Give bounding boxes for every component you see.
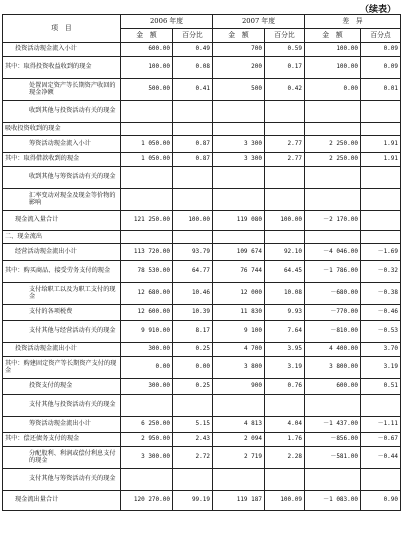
amount-2007: 3 800 bbox=[213, 357, 265, 379]
amount-2006 bbox=[121, 101, 173, 123]
pct-point-diff: －0.44 bbox=[361, 447, 401, 469]
pct-point-diff: 3.19 bbox=[361, 357, 401, 379]
row-label: 支付给职工以及为职工支付的现金 bbox=[3, 283, 121, 305]
table-row bbox=[3, 57, 401, 79]
header-pct-2007: 百分比 bbox=[265, 29, 305, 43]
pct-2006: 64.77 bbox=[173, 261, 213, 283]
row-label: 其中：偿还债务支付的现金 bbox=[3, 433, 121, 447]
pct-2007: 1.76 bbox=[265, 433, 305, 447]
row-label: 分配股利、利润或偿付利息支付的现金 bbox=[3, 447, 121, 469]
table-row bbox=[3, 395, 401, 417]
pct-2006: 93.79 bbox=[173, 244, 213, 261]
amount-diff: 600.00 bbox=[305, 379, 361, 395]
amount-2006: 1 050.00 bbox=[121, 136, 173, 153]
pct-2006 bbox=[173, 469, 213, 491]
header-2007: 2007 年度 bbox=[213, 15, 305, 29]
pct-point-diff bbox=[361, 167, 401, 189]
table-row bbox=[3, 136, 401, 153]
pct-point-diff: －0.67 bbox=[361, 433, 401, 447]
pct-2007 bbox=[265, 167, 305, 189]
pct-2007 bbox=[265, 395, 305, 417]
pct-2007 bbox=[265, 189, 305, 211]
amount-2007: 2 094 bbox=[213, 433, 265, 447]
pct-point-diff: －1.69 bbox=[361, 244, 401, 261]
amount-2007: 2 719 bbox=[213, 447, 265, 469]
pct-2007: 0.76 bbox=[265, 379, 305, 395]
amount-diff: 100.00 bbox=[305, 43, 361, 57]
table-row bbox=[3, 417, 401, 433]
amount-2006: 113 720.00 bbox=[121, 244, 173, 261]
amount-2006 bbox=[121, 231, 173, 244]
row-label: 其中：购建固定资产等长期资产支付的现金 bbox=[3, 357, 121, 379]
pct-2006 bbox=[173, 101, 213, 123]
table-row bbox=[3, 357, 401, 379]
amount-2007 bbox=[213, 395, 265, 417]
row-label: 其中：取得投资收益收到的现金 bbox=[3, 57, 121, 79]
pct-2007 bbox=[265, 231, 305, 244]
row-label: 二、现金流出 bbox=[3, 231, 121, 244]
pct-point-diff: 1.91 bbox=[361, 136, 401, 153]
pct-2006 bbox=[173, 189, 213, 211]
row-label: 现金流出量合计 bbox=[3, 491, 121, 511]
pct-2006 bbox=[173, 123, 213, 136]
row-label: 其中：取得借款收到的现金 bbox=[3, 153, 121, 167]
amount-2007: 200 bbox=[213, 57, 265, 79]
pct-point-diff bbox=[361, 211, 401, 231]
table-row bbox=[3, 491, 401, 511]
pct-2007 bbox=[265, 101, 305, 123]
table-body bbox=[3, 43, 401, 511]
amount-diff: 0.00 bbox=[305, 79, 361, 101]
row-label: 经营活动现金流出小计 bbox=[3, 244, 121, 261]
amount-2006: 2 950.00 bbox=[121, 433, 173, 447]
amount-diff: －770.00 bbox=[305, 305, 361, 321]
amount-2006: 78 530.00 bbox=[121, 261, 173, 283]
amount-2007: 76 744 bbox=[213, 261, 265, 283]
pct-point-diff: 3.70 bbox=[361, 343, 401, 357]
pct-2006: 100.00 bbox=[173, 211, 213, 231]
pct-2007: 2.77 bbox=[265, 153, 305, 167]
amount-diff: 2 250.00 bbox=[305, 153, 361, 167]
header-amount-diff: 金 额 bbox=[305, 29, 361, 43]
amount-diff: －1 786.00 bbox=[305, 261, 361, 283]
pct-point-diff: 1.91 bbox=[361, 153, 401, 167]
table-row bbox=[3, 211, 401, 231]
amount-2007: 3 300 bbox=[213, 153, 265, 167]
header-2006: 2006 年度 bbox=[121, 15, 213, 29]
amount-2007 bbox=[213, 123, 265, 136]
row-label: 支付其他与投资活动有关的现金 bbox=[3, 395, 121, 417]
pct-2007: 92.10 bbox=[265, 244, 305, 261]
pct-point-diff: －0.32 bbox=[361, 261, 401, 283]
amount-2007: 12 000 bbox=[213, 283, 265, 305]
pct-point-diff bbox=[361, 101, 401, 123]
table-row bbox=[3, 79, 401, 101]
amount-diff: 2 250.00 bbox=[305, 136, 361, 153]
pct-point-diff bbox=[361, 123, 401, 136]
row-label: 汇率变动对现金及现金等价物的影响 bbox=[3, 189, 121, 211]
pct-2006: 0.25 bbox=[173, 343, 213, 357]
amount-diff bbox=[305, 189, 361, 211]
amount-2006: 100.00 bbox=[121, 57, 173, 79]
amount-diff: 3 800.00 bbox=[305, 357, 361, 379]
pct-point-diff: 0.09 bbox=[361, 43, 401, 57]
pct-2007: 7.64 bbox=[265, 321, 305, 343]
row-label: 投资活动现金流出小计 bbox=[3, 343, 121, 357]
amount-diff bbox=[305, 395, 361, 417]
pct-2006: 10.46 bbox=[173, 283, 213, 305]
table-row bbox=[3, 153, 401, 167]
amount-diff bbox=[305, 231, 361, 244]
pct-point-diff: －0.46 bbox=[361, 305, 401, 321]
amount-2006: 300.00 bbox=[121, 343, 173, 357]
amount-2007 bbox=[213, 167, 265, 189]
amount-2006: 300.00 bbox=[121, 379, 173, 395]
table-row bbox=[3, 379, 401, 395]
row-label: 处置固定资产等长期资产收回的现金净额 bbox=[3, 79, 121, 101]
amount-diff: －1 083.00 bbox=[305, 491, 361, 511]
pct-2006 bbox=[173, 167, 213, 189]
table-row bbox=[3, 469, 401, 491]
amount-2006: 600.00 bbox=[121, 43, 173, 57]
pct-2007: 3.95 bbox=[265, 343, 305, 357]
pct-2006: 0.08 bbox=[173, 57, 213, 79]
pct-2006: 5.15 bbox=[173, 417, 213, 433]
continued-label: （续表） bbox=[359, 5, 396, 15]
amount-diff bbox=[305, 101, 361, 123]
row-label: 投资活动现金流入小计 bbox=[3, 43, 121, 57]
pct-point-diff: －0.53 bbox=[361, 321, 401, 343]
amount-2007 bbox=[213, 101, 265, 123]
amount-diff: －4 046.00 bbox=[305, 244, 361, 261]
amount-2006: 12 680.00 bbox=[121, 283, 173, 305]
amount-2006 bbox=[121, 189, 173, 211]
amount-2007: 3 300 bbox=[213, 136, 265, 153]
amount-2006 bbox=[121, 123, 173, 136]
pct-2007: 100.00 bbox=[265, 211, 305, 231]
amount-2006: 0.00 bbox=[121, 357, 173, 379]
pct-2007: 100.09 bbox=[265, 491, 305, 511]
table-row bbox=[3, 167, 401, 189]
header-pct-2006: 百分比 bbox=[173, 29, 213, 43]
amount-2007 bbox=[213, 469, 265, 491]
cash-flow-table bbox=[2, 14, 401, 511]
table-row bbox=[3, 261, 401, 283]
pct-point-diff bbox=[361, 231, 401, 244]
table-row bbox=[3, 283, 401, 305]
amount-2007 bbox=[213, 189, 265, 211]
pct-2006: 0.25 bbox=[173, 379, 213, 395]
row-label: 现金流入量合计 bbox=[3, 211, 121, 231]
pct-2007: 64.45 bbox=[265, 261, 305, 283]
pct-point-diff: 0.51 bbox=[361, 379, 401, 395]
amount-2007: 900 bbox=[213, 379, 265, 395]
row-label: 筹资活动现金流入小计 bbox=[3, 136, 121, 153]
header-amount-2007: 金 额 bbox=[213, 29, 265, 43]
amount-2006: 500.00 bbox=[121, 79, 173, 101]
amount-2007: 700 bbox=[213, 43, 265, 57]
amount-2006: 6 250.00 bbox=[121, 417, 173, 433]
pct-point-diff: 0.90 bbox=[361, 491, 401, 511]
amount-2007: 119 080 bbox=[213, 211, 265, 231]
amount-2006 bbox=[121, 395, 173, 417]
pct-2007: 0.42 bbox=[265, 79, 305, 101]
pct-2006 bbox=[173, 231, 213, 244]
amount-diff: －680.00 bbox=[305, 283, 361, 305]
header-item: 项 目 bbox=[3, 15, 121, 43]
amount-2007: 119 187 bbox=[213, 491, 265, 511]
amount-2006 bbox=[121, 167, 173, 189]
pct-2006: 0.87 bbox=[173, 153, 213, 167]
pct-point-diff bbox=[361, 395, 401, 417]
pct-2007: 2.28 bbox=[265, 447, 305, 469]
row-label: 支付其他与经营活动有关的现金 bbox=[3, 321, 121, 343]
pct-2007: 3.19 bbox=[265, 357, 305, 379]
table-row bbox=[3, 101, 401, 123]
pct-2007: 4.04 bbox=[265, 417, 305, 433]
amount-2007: 9 100 bbox=[213, 321, 265, 343]
pct-2007: 2.77 bbox=[265, 136, 305, 153]
amount-diff: －2 170.00 bbox=[305, 211, 361, 231]
row-label: 收到其他与投资活动有关的现金 bbox=[3, 101, 121, 123]
header-diff: 差 异 bbox=[305, 15, 401, 29]
row-label: 其中：购买商品、接受劳务支付的现金 bbox=[3, 261, 121, 283]
amount-diff: －856.00 bbox=[305, 433, 361, 447]
amount-2006: 12 600.00 bbox=[121, 305, 173, 321]
row-label: 投资支付的现金 bbox=[3, 379, 121, 395]
table-row bbox=[3, 43, 401, 57]
row-label: 吸收投资收到的现金 bbox=[3, 123, 121, 136]
pct-2007 bbox=[265, 469, 305, 491]
table-row bbox=[3, 305, 401, 321]
row-label: 收到其他与筹资活动有关的现金 bbox=[3, 167, 121, 189]
amount-2007 bbox=[213, 231, 265, 244]
table-row bbox=[3, 189, 401, 211]
amount-2006: 1 050.00 bbox=[121, 153, 173, 167]
pct-2006: 0.00 bbox=[173, 357, 213, 379]
amount-2006: 3 300.00 bbox=[121, 447, 173, 469]
amount-2007: 500 bbox=[213, 79, 265, 101]
amount-diff bbox=[305, 469, 361, 491]
table-row bbox=[3, 343, 401, 357]
row-label: 支付其他与筹资活动有关的现金 bbox=[3, 469, 121, 491]
amount-2007: 109 674 bbox=[213, 244, 265, 261]
pct-2006: 10.39 bbox=[173, 305, 213, 321]
pct-2007: 9.93 bbox=[265, 305, 305, 321]
pct-2007: 0.17 bbox=[265, 57, 305, 79]
row-label: 筹资活动现金流出小计 bbox=[3, 417, 121, 433]
amount-diff: －581.00 bbox=[305, 447, 361, 469]
amount-diff: －810.00 bbox=[305, 321, 361, 343]
pct-2006 bbox=[173, 395, 213, 417]
amount-2006 bbox=[121, 469, 173, 491]
pct-point-diff bbox=[361, 189, 401, 211]
row-label: 支付的各项税费 bbox=[3, 305, 121, 321]
pct-2007 bbox=[265, 123, 305, 136]
amount-2007: 11 830 bbox=[213, 305, 265, 321]
amount-2006: 120 270.00 bbox=[121, 491, 173, 511]
table-row bbox=[3, 123, 401, 136]
amount-2007: 4 813 bbox=[213, 417, 265, 433]
amount-diff bbox=[305, 123, 361, 136]
pct-2006: 0.49 bbox=[173, 43, 213, 57]
pct-2006: 8.17 bbox=[173, 321, 213, 343]
pct-2007: 10.08 bbox=[265, 283, 305, 305]
table-row bbox=[3, 447, 401, 469]
pct-point-diff: 0.09 bbox=[361, 57, 401, 79]
pct-2006: 2.72 bbox=[173, 447, 213, 469]
amount-diff: 100.00 bbox=[305, 57, 361, 79]
amount-diff bbox=[305, 167, 361, 189]
table-row bbox=[3, 321, 401, 343]
pct-2006: 0.87 bbox=[173, 136, 213, 153]
pct-2007: 0.59 bbox=[265, 43, 305, 57]
pct-2006: 0.41 bbox=[173, 79, 213, 101]
header-pct-point: 百分点 bbox=[361, 29, 401, 43]
pct-point-diff bbox=[361, 469, 401, 491]
amount-diff: －1 437.00 bbox=[305, 417, 361, 433]
table-row bbox=[3, 231, 401, 244]
amount-diff: 4 400.00 bbox=[305, 343, 361, 357]
amount-2007: 4 700 bbox=[213, 343, 265, 357]
header-amount-2006: 金 额 bbox=[121, 29, 173, 43]
table-row bbox=[3, 433, 401, 447]
pct-point-diff: －1.11 bbox=[361, 417, 401, 433]
table-row bbox=[3, 244, 401, 261]
amount-2006: 121 250.00 bbox=[121, 211, 173, 231]
pct-2006: 2.43 bbox=[173, 433, 213, 447]
pct-2006: 99.19 bbox=[173, 491, 213, 511]
pct-point-diff: 0.01 bbox=[361, 79, 401, 101]
amount-2006: 9 910.00 bbox=[121, 321, 173, 343]
pct-point-diff: －0.38 bbox=[361, 283, 401, 305]
